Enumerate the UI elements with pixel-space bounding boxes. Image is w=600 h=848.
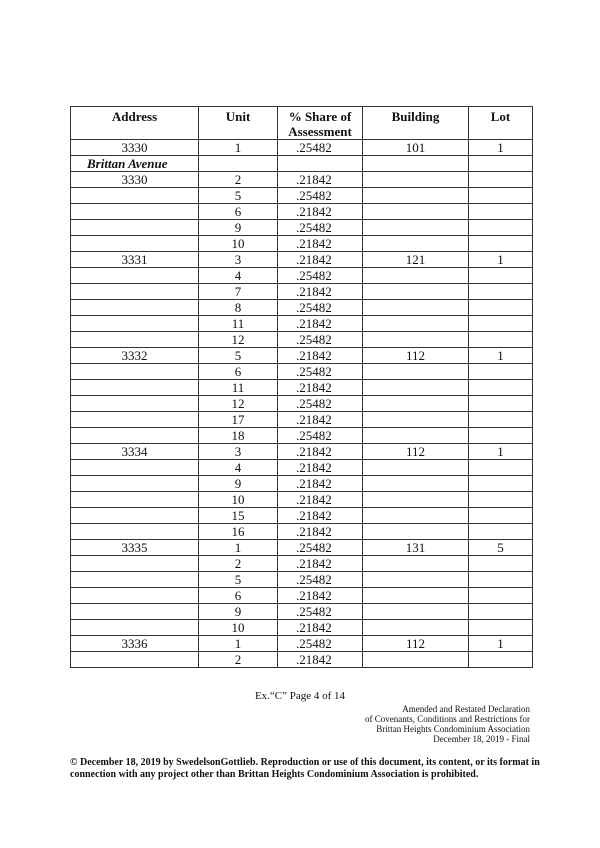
table-row [71,492,533,508]
cell-share: .25482 [278,188,363,204]
cell-building [363,268,469,284]
cell-unit: 10 [199,492,278,508]
cell-lot [469,460,533,476]
cell-building [363,364,469,380]
cell-share: .21842 [278,316,363,332]
cell-address [71,508,199,524]
cell-address [71,236,199,252]
cell-share: .21842 [278,476,363,492]
cell-unit: 11 [199,380,278,396]
table-row [71,620,533,636]
header-lot: Lot [469,107,533,140]
cell-address [71,524,199,540]
page-number: Ex.“C” Page 4 of 14 [254,690,346,702]
cell-address [71,316,199,332]
cell-lot [469,476,533,492]
cell-lot: 1 [469,636,533,652]
cell-share: .21842 [278,412,363,428]
cell-address [71,204,199,220]
cell-lot [469,508,533,524]
cell-address [71,492,199,508]
table-body [71,140,533,668]
cell-lot: 5 [469,540,533,556]
cell-unit: 1 [199,540,278,556]
cell-lot [469,316,533,332]
cell-building [363,508,469,524]
cell-unit: 7 [199,284,278,300]
cell-building [363,460,469,476]
cell-lot [469,268,533,284]
cell-unit: 2 [199,652,278,668]
cell-building [363,300,469,316]
declaration-block [365,704,530,744]
cell-building [363,620,469,636]
cell-share: .21842 [278,380,363,396]
cell-lot [469,284,533,300]
cell-share: .21842 [278,524,363,540]
table-row [71,476,533,492]
cell-address [71,380,199,396]
cell-unit: 5 [199,572,278,588]
cell-address [71,604,199,620]
cell-share: .25482 [278,540,363,556]
cell-address [71,460,199,476]
cell-unit: 6 [199,588,278,604]
cell-share: .21842 [278,172,363,188]
table-row [71,444,533,460]
cell-share: .21842 [278,620,363,636]
table-row [71,316,533,332]
cell-unit: 1 [199,140,278,156]
cell-address: 3331 [71,252,199,268]
cell-building [363,380,469,396]
header-address: Address [71,107,199,140]
cell-lot: 1 [469,252,533,268]
cell-lot [469,332,533,348]
cell-building: 112 [363,348,469,364]
table-row [71,204,533,220]
cell-unit: 2 [199,556,278,572]
cell-building [363,428,469,444]
cell-unit: 4 [199,460,278,476]
cell-building [363,652,469,668]
cell-address [71,268,199,284]
cell-unit: 12 [199,396,278,412]
cell-lot [469,380,533,396]
cell-share: .21842 [278,348,363,364]
cell-building [363,396,469,412]
cell-share: .21842 [278,652,363,668]
table-row [71,380,533,396]
table-row [71,556,533,572]
header-building: Building [363,107,469,140]
cell-share: .25482 [278,300,363,316]
cell-address [71,476,199,492]
cell-lot [469,652,533,668]
cell-lot: 1 [469,444,533,460]
cell-unit: 3 [199,252,278,268]
cell-lot [469,572,533,588]
table-row [71,172,533,188]
cell-address [71,396,199,412]
table-header-row [71,107,533,140]
cell-address [71,428,199,444]
cell-unit: 5 [199,348,278,364]
cell-address [71,188,199,204]
cell-building [363,556,469,572]
table-row [71,572,533,588]
cell-share: .25482 [278,636,363,652]
cell-unit: 4 [199,268,278,284]
table-row [71,428,533,444]
table-row [71,524,533,540]
table-row [71,300,533,316]
cell-share: .21842 [278,508,363,524]
cell-unit: 17 [199,412,278,428]
cell-share: .25482 [278,572,363,588]
cell-address [71,652,199,668]
table-row [71,636,533,652]
cell-unit: 8 [199,300,278,316]
cell-address [71,412,199,428]
cell-unit: 6 [199,204,278,220]
cell-share: .21842 [278,252,363,268]
cell-share: .25482 [278,364,363,380]
cell-lot [469,300,533,316]
cell-share: .21842 [278,284,363,300]
cell-share: .25482 [278,604,363,620]
cell-unit: 3 [199,444,278,460]
cell-unit: 9 [199,476,278,492]
cell-building [363,588,469,604]
declaration-line: Amended and Restated Declaration [402,704,530,714]
cell-lot [469,156,533,172]
cell-share: .21842 [278,492,363,508]
declaration-line: Brittan Heights Condominium Association [376,724,530,734]
cell-address [71,284,199,300]
table-row [71,460,533,476]
table-row [71,332,533,348]
cell-lot [469,524,533,540]
table-row [71,284,533,300]
cell-building: 112 [363,636,469,652]
table-row [71,252,533,268]
assessment-table [70,106,533,668]
table-row [71,348,533,364]
cell-unit: 12 [199,332,278,348]
cell-building [363,332,469,348]
cell-share: .25482 [278,332,363,348]
cell-unit: 9 [199,220,278,236]
cell-address [71,556,199,572]
cell-building [363,412,469,428]
cell-unit: 9 [199,604,278,620]
cell-lot [469,236,533,252]
cell-building: 131 [363,540,469,556]
cell-building: 101 [363,140,469,156]
cell-address [71,332,199,348]
cell-address: 3330 [71,140,199,156]
cell-share: .21842 [278,556,363,572]
cell-lot [469,428,533,444]
cell-lot: 1 [469,140,533,156]
cell-share: .25482 [278,140,363,156]
cell-address [71,300,199,316]
cell-lot [469,588,533,604]
cell-address: Brittan Avenue [71,156,199,172]
table-row [71,188,533,204]
table-row [71,652,533,668]
cell-share: .21842 [278,444,363,460]
table-row [71,236,533,252]
cell-unit: 10 [199,236,278,252]
cell-share: .25482 [278,396,363,412]
cell-share: .21842 [278,204,363,220]
cell-share [278,156,363,172]
cell-address: 3335 [71,540,199,556]
cell-lot [469,492,533,508]
cell-lot: 1 [469,348,533,364]
cell-unit: 1 [199,636,278,652]
cell-lot [469,172,533,188]
cell-building [363,220,469,236]
cell-lot [469,412,533,428]
cell-address [71,620,199,636]
table-row [71,140,533,156]
cell-unit: 10 [199,620,278,636]
header-unit: Unit [199,107,278,140]
cell-building [363,524,469,540]
cell-share: .21842 [278,460,363,476]
header-share: % Share of Assessment [278,107,363,140]
cell-address [71,364,199,380]
cell-address [71,572,199,588]
table-row [71,508,533,524]
cell-address [71,220,199,236]
cell-unit: 18 [199,428,278,444]
table-row [71,540,533,556]
cell-building [363,572,469,588]
table-row [71,412,533,428]
table-row [71,220,533,236]
cell-unit: 15 [199,508,278,524]
cell-lot [469,604,533,620]
cell-address: 3336 [71,636,199,652]
cell-building [363,604,469,620]
cell-building: 121 [363,252,469,268]
declaration-line: of Covenants, Conditions and Restrictions for [365,714,530,724]
table-row [71,588,533,604]
table-row [71,268,533,284]
cell-address: 3332 [71,348,199,364]
cell-unit [199,156,278,172]
cell-share: .25482 [278,268,363,284]
cell-lot [469,556,533,572]
cell-unit: 5 [199,188,278,204]
cell-lot [469,220,533,236]
cell-building [363,236,469,252]
cell-building [363,492,469,508]
cell-building [363,172,469,188]
cell-lot [469,620,533,636]
cell-share: .21842 [278,588,363,604]
cell-lot [469,188,533,204]
cell-lot [469,396,533,412]
declaration-line: December 18, 2019 - Final [433,734,530,744]
cell-address: 3330 [71,172,199,188]
cell-address [71,588,199,604]
cell-building [363,316,469,332]
cell-lot [469,364,533,380]
cell-lot [469,204,533,220]
table-row [71,364,533,380]
cell-building [363,204,469,220]
cell-address: 3334 [71,444,199,460]
cell-unit: 6 [199,364,278,380]
cell-building: 112 [363,444,469,460]
table-row [71,604,533,620]
cell-building [363,156,469,172]
cell-building [363,476,469,492]
cell-share: .25482 [278,428,363,444]
cell-unit: 11 [199,316,278,332]
cell-unit: 2 [199,172,278,188]
cell-unit: 16 [199,524,278,540]
cell-building [363,188,469,204]
cell-share: .21842 [278,236,363,252]
cell-building [363,284,469,300]
cell-share: .25482 [278,220,363,236]
table-row [71,396,533,412]
table-row [71,156,533,172]
copyright-notice: © December 18, 2019 by SwedelsonGottlieb. Reproduction or use of this document, its content, or its format in connection with any project other than Brittan Heights Condominium Association is prohibited. [70,757,540,780]
